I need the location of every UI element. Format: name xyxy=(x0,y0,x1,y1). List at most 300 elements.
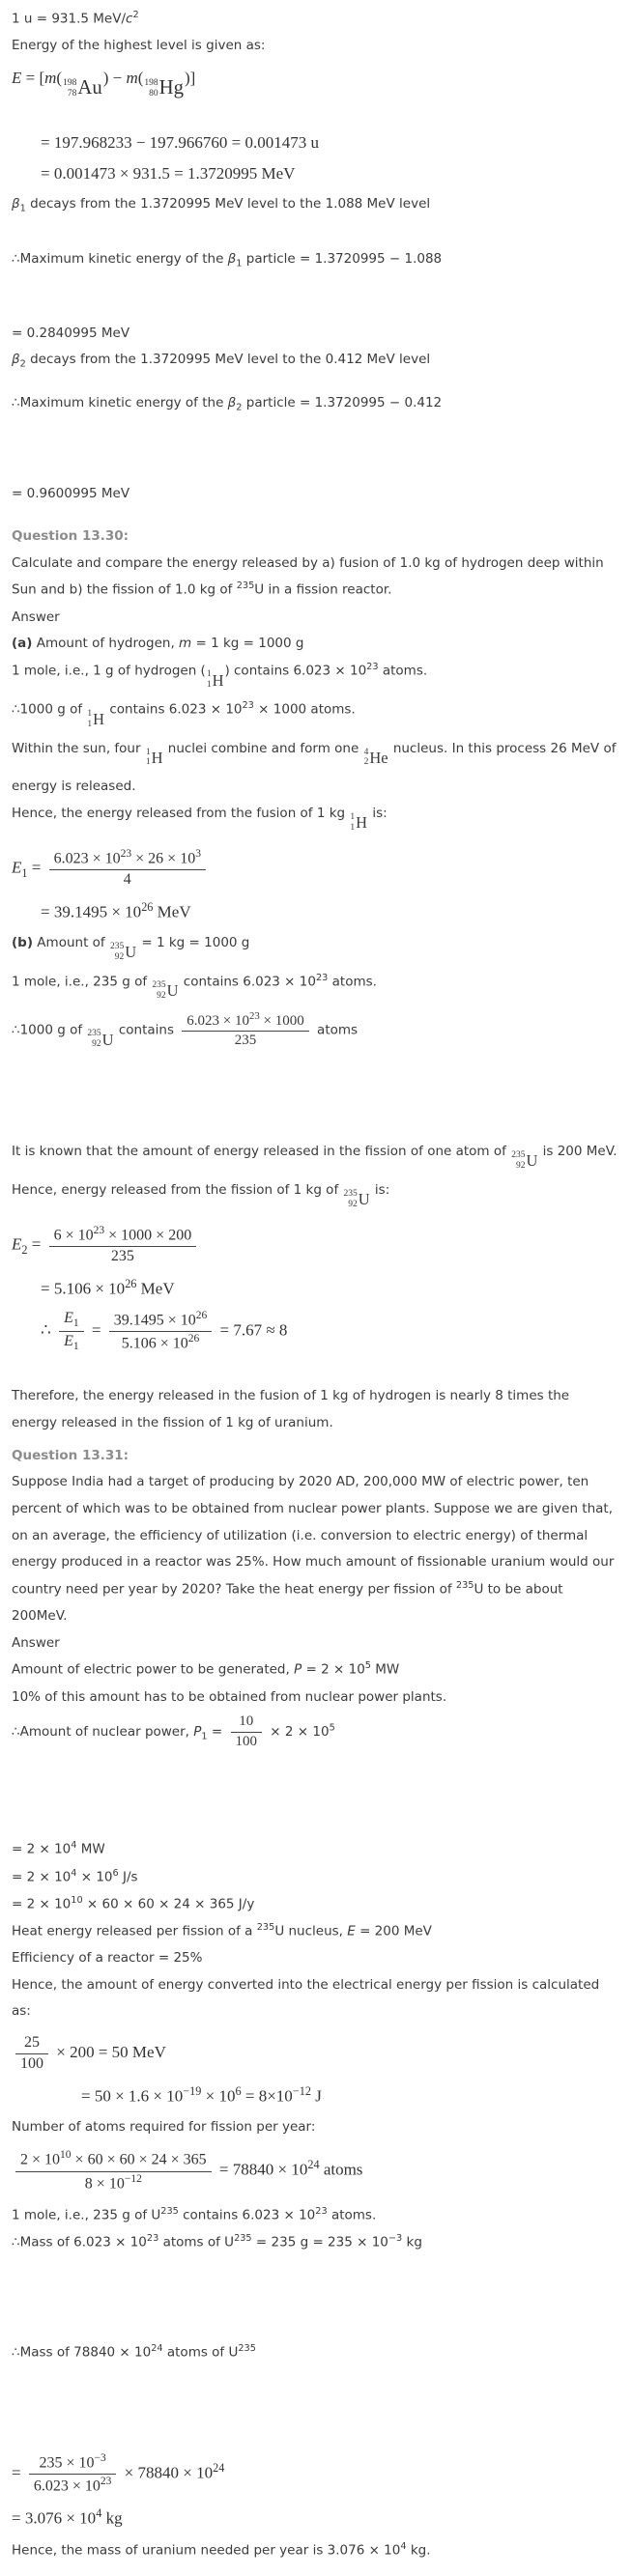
text: Answer xyxy=(12,609,60,625)
mass-number: 235 xyxy=(152,980,166,991)
text: 1 u = 931.5 MeV/ xyxy=(12,11,127,27)
math-expression xyxy=(12,1275,618,1301)
text: 235 xyxy=(234,1033,257,1049)
text: atoms. xyxy=(328,974,377,990)
math-expression xyxy=(12,845,618,892)
text: Question 13.31: xyxy=(12,1447,129,1463)
text: It is known that the amount of energy released in the fission of one atom of xyxy=(12,1144,511,1160)
paragraph xyxy=(12,321,618,348)
element-symbol: Au xyxy=(77,77,102,99)
numerator xyxy=(59,1309,84,1332)
nuclide-notation xyxy=(87,703,104,736)
paragraph xyxy=(12,1864,618,1891)
denominator xyxy=(182,1032,308,1051)
superscript: −19 xyxy=(183,2083,202,2098)
superscript: 23 xyxy=(93,1224,105,1236)
text: Number of atoms required for fission per year: xyxy=(12,2118,316,2135)
text: Question 13.30: xyxy=(12,528,129,545)
paragraph xyxy=(12,481,618,508)
superscript: 23 xyxy=(120,847,132,860)
subscript: 1 xyxy=(72,1341,79,1353)
superscript: 235 xyxy=(256,1921,275,1933)
fraction xyxy=(49,1224,197,1267)
nuclide-numbers xyxy=(110,942,124,963)
superscript: 23 xyxy=(146,2232,159,2244)
paragraph xyxy=(12,1711,618,1753)
text: U nucleus, xyxy=(274,1923,348,1939)
fraction xyxy=(182,1009,308,1051)
paragraph xyxy=(12,1630,618,1657)
text: × 1000 × 200 xyxy=(104,1227,192,1244)
mass-number: 198 xyxy=(144,77,158,88)
paragraph xyxy=(12,1383,618,1436)
nuclide-numbers xyxy=(87,1029,101,1050)
text: Energy of the highest level is given as: xyxy=(12,38,266,54)
nuclide-numbers xyxy=(63,78,76,99)
text: 10% of this amount has to be obtained from nuclear power plants. xyxy=(12,1688,447,1705)
mass-number: 1 xyxy=(350,812,356,823)
text: 6 × 10 xyxy=(53,1227,94,1244)
superscript: 10 xyxy=(71,1894,83,1906)
subscript: 2 xyxy=(21,1242,28,1257)
italic-text: P xyxy=(294,1661,302,1678)
paragraph xyxy=(12,2339,618,2366)
math-expression xyxy=(12,1307,618,1356)
text: MW xyxy=(76,1841,105,1857)
text: × 60 × 60 × 24 × 365 xyxy=(71,2151,207,2168)
paragraph xyxy=(12,801,618,839)
subscript: 1 xyxy=(21,865,28,880)
text: J/s xyxy=(118,1869,138,1884)
atomic-number: 92 xyxy=(92,1039,101,1050)
text: kg. xyxy=(406,2542,431,2559)
superscript: −12 xyxy=(292,2083,311,2098)
paragraph xyxy=(12,930,618,969)
mass-number: 198 xyxy=(63,77,77,88)
text: 100 xyxy=(235,1733,257,1749)
italic-text: E xyxy=(347,1923,356,1939)
text: ) contains 6.023 × 10 xyxy=(224,663,367,679)
superscript: 24 xyxy=(151,2343,163,2355)
text: = 5.106 × 10 xyxy=(41,1279,126,1298)
mass-number: 235 xyxy=(109,941,125,951)
denominator xyxy=(59,1332,84,1354)
text: ∴Amount of nuclear power, xyxy=(12,1724,194,1741)
nuclide-notation xyxy=(110,936,136,969)
nuclide-numbers xyxy=(207,669,212,691)
superscript: 23 xyxy=(242,700,254,712)
fraction xyxy=(59,1309,84,1354)
superscript: 26 xyxy=(125,1276,137,1290)
text: ( xyxy=(137,68,144,87)
numerator xyxy=(49,1224,197,1247)
superscript: −3 xyxy=(94,2452,106,2465)
text: 39.1495 × 10 xyxy=(113,1312,196,1329)
text: = 2 × 10 xyxy=(302,1661,365,1678)
superscript: 6 xyxy=(235,2083,242,2098)
italic-text: E xyxy=(64,1333,73,1350)
text: Calculate and compare the energy released by a) fusion of 1.0 kg of hydrogen deep within Sun and b) the fission of 1.0 kg of xyxy=(12,554,604,598)
nuclide-numbers xyxy=(511,1150,525,1172)
italic-text: P xyxy=(193,1724,202,1741)
text: Hence, the mass of uranium needed per year is 3.076 × 10 xyxy=(12,2542,401,2559)
text: × 10 xyxy=(76,1869,113,1884)
atomic-number: 92 xyxy=(114,951,125,962)
superscript: 235 xyxy=(160,2205,179,2217)
italic-text: β xyxy=(227,394,237,410)
numerator xyxy=(49,847,206,870)
text: atoms xyxy=(312,1022,359,1038)
text: ∴Maximum kinetic energy of the xyxy=(12,250,228,267)
italic-text: β xyxy=(12,196,20,212)
atomic-number: 1 xyxy=(350,822,356,833)
nuclide-numbers xyxy=(364,748,369,769)
text: decays from the 1.3720995 MeV level to the 1.088 MeV level xyxy=(25,196,431,212)
text: )] xyxy=(184,68,196,87)
text: 2 × 10 xyxy=(20,2151,61,2168)
text: = 200 MeV xyxy=(355,1923,432,1939)
text: = xyxy=(207,1724,227,1741)
paragraph xyxy=(12,631,618,658)
italic-text: c xyxy=(126,11,133,27)
nuclide-notation xyxy=(144,73,184,103)
text: = xyxy=(87,1320,105,1340)
element-symbol: He xyxy=(369,748,388,767)
fraction xyxy=(15,2033,48,2075)
element-symbol: U xyxy=(101,1030,114,1049)
paragraph xyxy=(12,347,618,375)
superscript: 5 xyxy=(329,1722,335,1734)
paragraph xyxy=(12,736,618,801)
atomic-number: 1 xyxy=(145,757,151,768)
text: is 200 MeV. xyxy=(538,1144,618,1160)
fraction xyxy=(29,2451,117,2497)
nuclide-notation xyxy=(350,807,367,839)
paragraph xyxy=(12,191,618,219)
superscript: 4 xyxy=(400,2540,407,2552)
text: = 7.67 ≈ 8 xyxy=(215,1320,288,1340)
superscript: 235 xyxy=(236,580,255,592)
superscript: 4 xyxy=(71,1840,77,1852)
element-symbol: Hg xyxy=(158,77,184,99)
italic-text: E xyxy=(12,858,22,877)
mass-number: 4 xyxy=(363,747,369,757)
paragraph xyxy=(12,1891,618,1918)
text: × 1000 atoms. xyxy=(253,701,356,718)
paragraph xyxy=(12,2202,618,2229)
mass-number: 235 xyxy=(511,1150,526,1161)
superscript: 235 xyxy=(234,2232,252,2244)
fraction xyxy=(231,1713,263,1751)
text: 235 xyxy=(110,1248,134,1264)
subscript: 2 xyxy=(236,402,243,413)
nuclide-notation xyxy=(63,73,102,103)
text: atoms. xyxy=(378,663,428,679)
text: kg xyxy=(101,2509,123,2529)
paragraph xyxy=(12,605,618,632)
nuclide-notation xyxy=(364,742,388,775)
nuclide-notation xyxy=(344,1183,370,1216)
nuclide-notation xyxy=(207,665,224,697)
paragraph xyxy=(12,1469,618,1630)
paragraph xyxy=(12,969,618,1007)
superscript: 4 xyxy=(96,2506,102,2521)
superscript: 24 xyxy=(307,2158,320,2172)
denominator xyxy=(49,870,206,891)
text: contains 6.023 × 10 xyxy=(179,974,316,990)
superscript: 6 xyxy=(112,1867,119,1879)
text: = xyxy=(27,1234,45,1254)
element-symbol: U xyxy=(358,1190,370,1209)
text: 8 × 10 xyxy=(84,2174,125,2192)
text: = 2 × 10 xyxy=(12,1841,72,1857)
text: contains 6.023 × 10 xyxy=(178,2207,316,2223)
subscript: 1 xyxy=(201,1732,208,1743)
superscript: 2 xyxy=(132,10,139,20)
text: = xyxy=(27,858,45,877)
element-symbol: H xyxy=(93,709,105,728)
paragraph xyxy=(12,696,618,735)
text: Hence, energy released from the fission of 1 kg of xyxy=(12,1182,343,1199)
atomic-number: 2 xyxy=(363,757,369,768)
question-heading xyxy=(12,524,618,551)
math-expression xyxy=(12,2031,618,2077)
superscript: 5 xyxy=(364,1660,371,1672)
denominator xyxy=(15,2054,48,2075)
numerator xyxy=(182,1009,308,1033)
superscript: 26 xyxy=(187,1333,200,1345)
numerator xyxy=(15,2148,212,2171)
mass-number: 235 xyxy=(343,1189,358,1200)
atomic-number: 92 xyxy=(157,991,166,1002)
text: 6.023 × 10 xyxy=(187,1012,249,1029)
text: = [ xyxy=(21,68,45,87)
superscript: −12 xyxy=(124,2172,142,2185)
nuclide-numbers xyxy=(144,78,158,99)
text: × 2 × 10 xyxy=(266,1724,330,1741)
text: × 26 × 10 xyxy=(131,850,196,867)
text: = 197.968233 − 197.966760 = 0.001473 u xyxy=(41,133,320,153)
text: U in a fission reactor. xyxy=(254,581,392,598)
text: U to be about 200MeV. xyxy=(12,1581,563,1625)
text: MeV xyxy=(136,1279,175,1298)
text: 235 × 10 xyxy=(39,2454,95,2472)
element-symbol: U xyxy=(125,942,137,961)
text: atoms of U xyxy=(162,2344,239,2361)
math-expression xyxy=(12,161,618,186)
text: MW xyxy=(370,1661,400,1678)
text: = 0.2840995 MeV xyxy=(12,325,130,341)
math-expression xyxy=(12,898,618,924)
text: ∴ xyxy=(41,1320,56,1340)
superscript: 23 xyxy=(366,661,379,672)
atomic-number: 80 xyxy=(149,88,158,99)
text: = 2 × 10 xyxy=(12,1869,72,1884)
nuclide-notation xyxy=(87,1024,113,1057)
superscript: 23 xyxy=(315,2205,328,2217)
text: Heat energy released per fission of a xyxy=(12,1923,257,1939)
text: ) − xyxy=(102,68,127,87)
text: atoms. xyxy=(327,2207,377,2223)
math-expression xyxy=(12,130,618,156)
fraction xyxy=(109,1309,213,1354)
text: 100 xyxy=(20,2054,43,2072)
element-symbol: U xyxy=(166,981,179,1001)
superscript: −3 xyxy=(388,2232,403,2244)
nuclide-numbers xyxy=(87,709,92,730)
paragraph xyxy=(12,1836,618,1863)
text: is: xyxy=(368,806,388,822)
italic-text: E xyxy=(12,68,22,87)
text: ∴Maximum kinetic energy of the xyxy=(12,394,228,410)
paragraph xyxy=(12,1139,618,1177)
element-symbol: H xyxy=(356,813,368,833)
text: 25 xyxy=(24,2034,40,2052)
text: 10 xyxy=(239,1713,254,1730)
text: = 3.076 × 10 xyxy=(12,2509,97,2529)
numerator xyxy=(15,2033,48,2054)
superscript: 4 xyxy=(71,1867,77,1879)
text: = 0.9600995 MeV xyxy=(12,486,130,502)
text: × 10 xyxy=(201,2086,236,2106)
element-symbol: H xyxy=(212,670,224,690)
numerator xyxy=(231,1713,263,1733)
question-heading xyxy=(12,1443,618,1470)
italic-text: m xyxy=(126,68,138,87)
italic-text: m xyxy=(179,636,192,652)
paragraph xyxy=(12,6,618,33)
text: Therefore, the energy released in the fusion of 1 kg of hydrogen is nearly 8 times the energy released in the fission of 1 kg of uranium. xyxy=(12,1388,570,1430)
text: nuclei combine and form one xyxy=(163,740,363,756)
text: = xyxy=(12,2463,25,2482)
nuclide-notation xyxy=(511,1145,537,1177)
text: 4 xyxy=(123,870,131,888)
text: Answer xyxy=(12,1634,60,1651)
text: Hence, the amount of energy converted into the electrical energy per fission is calculated as: xyxy=(12,1976,600,2020)
math-expression xyxy=(12,2449,618,2499)
text: particle = 1.3720995 − 0.412 xyxy=(242,394,443,410)
text: 1 mole, i.e., 235 g of xyxy=(12,974,152,990)
text: = 39.1495 × 10 xyxy=(41,902,142,921)
text: 5.106 × 10 xyxy=(121,1335,188,1352)
superscript: 23 xyxy=(315,972,329,983)
text: Amount of electric power to be generated, xyxy=(12,1661,295,1678)
paragraph xyxy=(12,2229,618,2256)
text: × 78840 × 10 xyxy=(120,2463,214,2482)
nuclide-numbers xyxy=(146,748,151,769)
paragraph xyxy=(12,1972,618,2025)
superscript: 235 xyxy=(455,1579,474,1591)
text: Suppose India had a target of producing by 2020 AD, 200,000 MW of electric power, ten percent of which was to be obtained from nuclear power plants. Suppose we are given that, on an average, the efficiency of utilization (i.e. conversion to electric energy) of thermal energy produced in a reactor was 25%. How much amount of fissionable uranium would our country need per year by 2020? Take the heat energy per fission of xyxy=(12,1474,615,1598)
mass-number: 1 xyxy=(87,708,93,719)
text: atoms of U xyxy=(158,2234,235,2250)
superscript: 3 xyxy=(195,847,201,860)
subscript: 2 xyxy=(19,358,26,370)
paragraph xyxy=(12,658,618,696)
atomic-number: 92 xyxy=(515,1161,526,1172)
text: = 78840 × 10 xyxy=(215,2160,308,2179)
text: × 60 × 60 × 24 × 365 J/y xyxy=(82,1896,255,1912)
paragraph xyxy=(12,1918,618,1945)
denominator xyxy=(15,2172,212,2194)
text: 1 mole, i.e., 235 g of U xyxy=(12,2207,161,2223)
math-expression xyxy=(12,66,618,103)
text: Within the sun, four xyxy=(12,740,145,756)
numerator xyxy=(109,1309,213,1332)
numerator xyxy=(29,2451,117,2475)
paragraph xyxy=(12,246,618,274)
atomic-number: 78 xyxy=(67,88,77,99)
text: ∴Mass of 6.023 × 10 xyxy=(12,2234,147,2250)
text: Amount of hydrogen, xyxy=(32,636,180,652)
italic-text: E xyxy=(12,1234,22,1254)
denominator xyxy=(49,1247,197,1267)
denominator xyxy=(231,1733,263,1752)
text: Amount of xyxy=(33,934,109,950)
text: 6.023 × 10 xyxy=(33,2477,101,2495)
text: = 50 × 1.6 × 10 xyxy=(81,2086,184,2106)
text: atoms xyxy=(319,2160,363,2179)
superscript: 23 xyxy=(100,2476,112,2488)
denominator xyxy=(109,1332,213,1354)
bold-text: (a) xyxy=(12,636,33,652)
text: ∴Mass of 78840 × 10 xyxy=(12,2344,152,2361)
paragraph xyxy=(12,1007,618,1056)
text: decays from the 1.3720995 MeV level to the 0.412 MeV level xyxy=(25,352,431,368)
text: × 1000 xyxy=(259,1012,304,1029)
text: ( xyxy=(56,68,63,87)
italic-text: m xyxy=(44,68,57,87)
superscript: 26 xyxy=(195,1309,208,1321)
mass-number: 1 xyxy=(206,669,212,680)
paragraph xyxy=(12,1684,618,1712)
superscript: 23 xyxy=(249,1009,260,1022)
text: = 1 kg = 1000 g xyxy=(191,636,304,652)
mass-number: 1 xyxy=(145,747,151,757)
paragraph xyxy=(12,1656,618,1684)
subscript: 1 xyxy=(236,258,243,269)
text: ∴1000 g of xyxy=(12,701,87,718)
paragraph xyxy=(12,33,618,60)
nuclide-notation xyxy=(152,975,178,1007)
nuclide-numbers xyxy=(152,980,165,1002)
text: MeV xyxy=(153,902,191,921)
text: = 1 kg = 1000 g xyxy=(137,934,250,950)
text: = 8×10 xyxy=(241,2086,293,2106)
italic-text: β xyxy=(12,352,20,368)
math-expression xyxy=(12,2082,618,2109)
text: Hence, the energy released from the fusion of 1 kg xyxy=(12,806,350,822)
paragraph xyxy=(12,2537,618,2564)
element-symbol: U xyxy=(526,1151,538,1171)
text: 1 mole, i.e., 1 g of hydrogen ( xyxy=(12,663,206,679)
superscript: 10 xyxy=(60,2149,72,2162)
math-expression xyxy=(12,2146,618,2195)
text: ∴1000 g of xyxy=(12,1022,87,1038)
superscript: 235 xyxy=(238,2343,256,2355)
paragraph xyxy=(12,1945,618,1972)
text: contains xyxy=(114,1022,179,1038)
math-expression xyxy=(12,2505,618,2531)
atomic-number: 92 xyxy=(348,1200,358,1209)
superscript: 26 xyxy=(141,899,154,914)
paragraph xyxy=(12,390,618,418)
atomic-number: 1 xyxy=(87,719,93,729)
text: contains 6.023 × 10 xyxy=(105,701,243,718)
math-expression xyxy=(12,1222,618,1269)
text: = 0.001473 × 931.5 = 1.3720995 MeV xyxy=(41,163,296,183)
element-symbol: H xyxy=(151,748,163,767)
